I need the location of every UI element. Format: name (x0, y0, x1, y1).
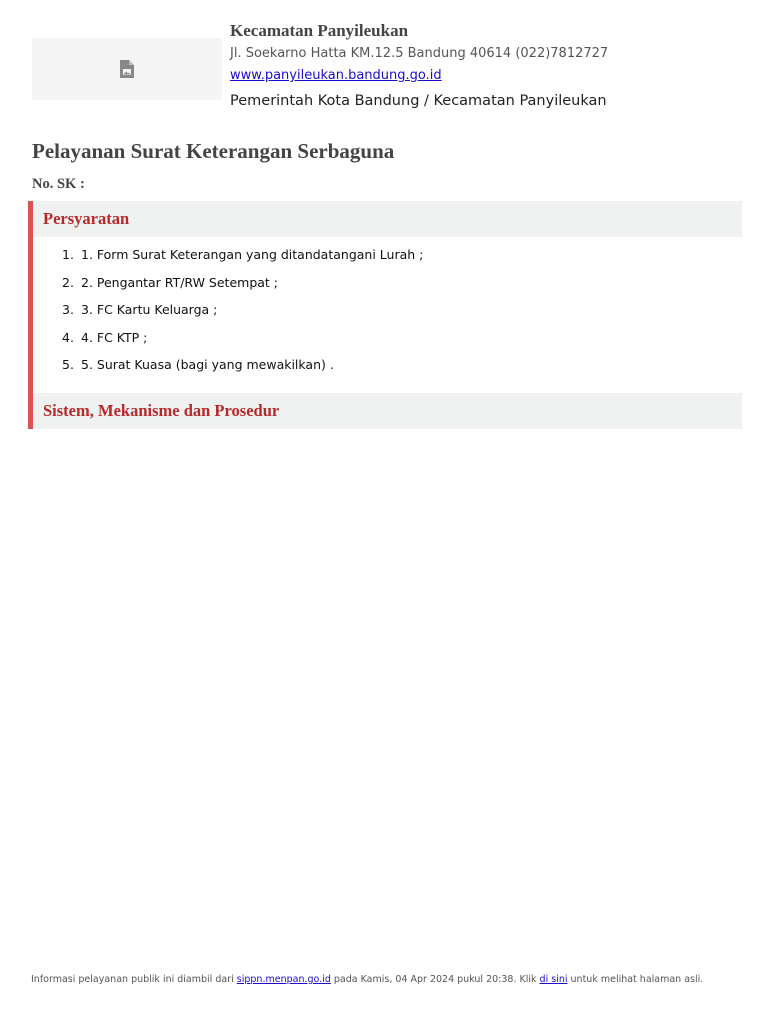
office-website-link[interactable]: www.panyileukan.bandung.go.id (230, 68, 442, 83)
original-page-link[interactable]: di sini (539, 974, 568, 985)
source-footer (31, 972, 741, 988)
office-address: Jl. Soekarno Hatta KM.12.5 Bandung 40614 (022)7812727 (230, 46, 609, 61)
source-link[interactable]: sippn.menpan.go.id (236, 974, 331, 985)
list-item-text: 3. FC Kartu Keluarga ; (81, 302, 218, 317)
list-item-number: 5. (62, 357, 74, 372)
list-item-number: 1. (62, 247, 74, 262)
list-item (33, 273, 742, 301)
footer-prefix: Informasi pelayanan publik ini diambil dari (31, 974, 234, 985)
requirements-list (33, 237, 742, 393)
list-item-text: 4. FC KTP ; (81, 329, 148, 345)
list-item (33, 300, 742, 328)
section-requirements-header: Persyaratan (33, 201, 742, 237)
footer-middle: pada Kamis, 04 Apr 2024 pukul 20:38. Klik (333, 974, 537, 985)
service-sections (28, 201, 742, 429)
list-item (33, 328, 742, 356)
section-procedure-header: Sistem, Mekanisme dan Prosedur (33, 393, 742, 429)
office-logo (32, 38, 222, 100)
list-item (33, 245, 742, 273)
list-item-number: 3. (62, 302, 74, 317)
footer-suffix: untuk melihat halaman asli. (570, 974, 704, 985)
page-header (32, 14, 738, 124)
page-title: Pelayanan Surat Keterangan Serbaguna (32, 139, 395, 163)
list-item-text: 5. Surat Kuasa (bagi yang mewakilkan) . (81, 357, 334, 372)
office-name: Kecamatan Panyileukan (230, 21, 409, 40)
office-organization: Pemerintah Kota Bandung / Kecamatan Panyileukan (230, 93, 607, 109)
office-info (230, 14, 730, 111)
list-item-number: 2. (62, 274, 74, 290)
sk-number: No. SK : (32, 176, 85, 192)
list-item (33, 355, 742, 383)
list-item-number: 4. (62, 329, 74, 345)
list-item-text: 1. Form Surat Keterangan yang ditandatangani Lurah ; (81, 247, 424, 262)
image-file-icon (119, 59, 135, 79)
list-item-text: 2. Pengantar RT/RW Setempat ; (81, 274, 279, 290)
